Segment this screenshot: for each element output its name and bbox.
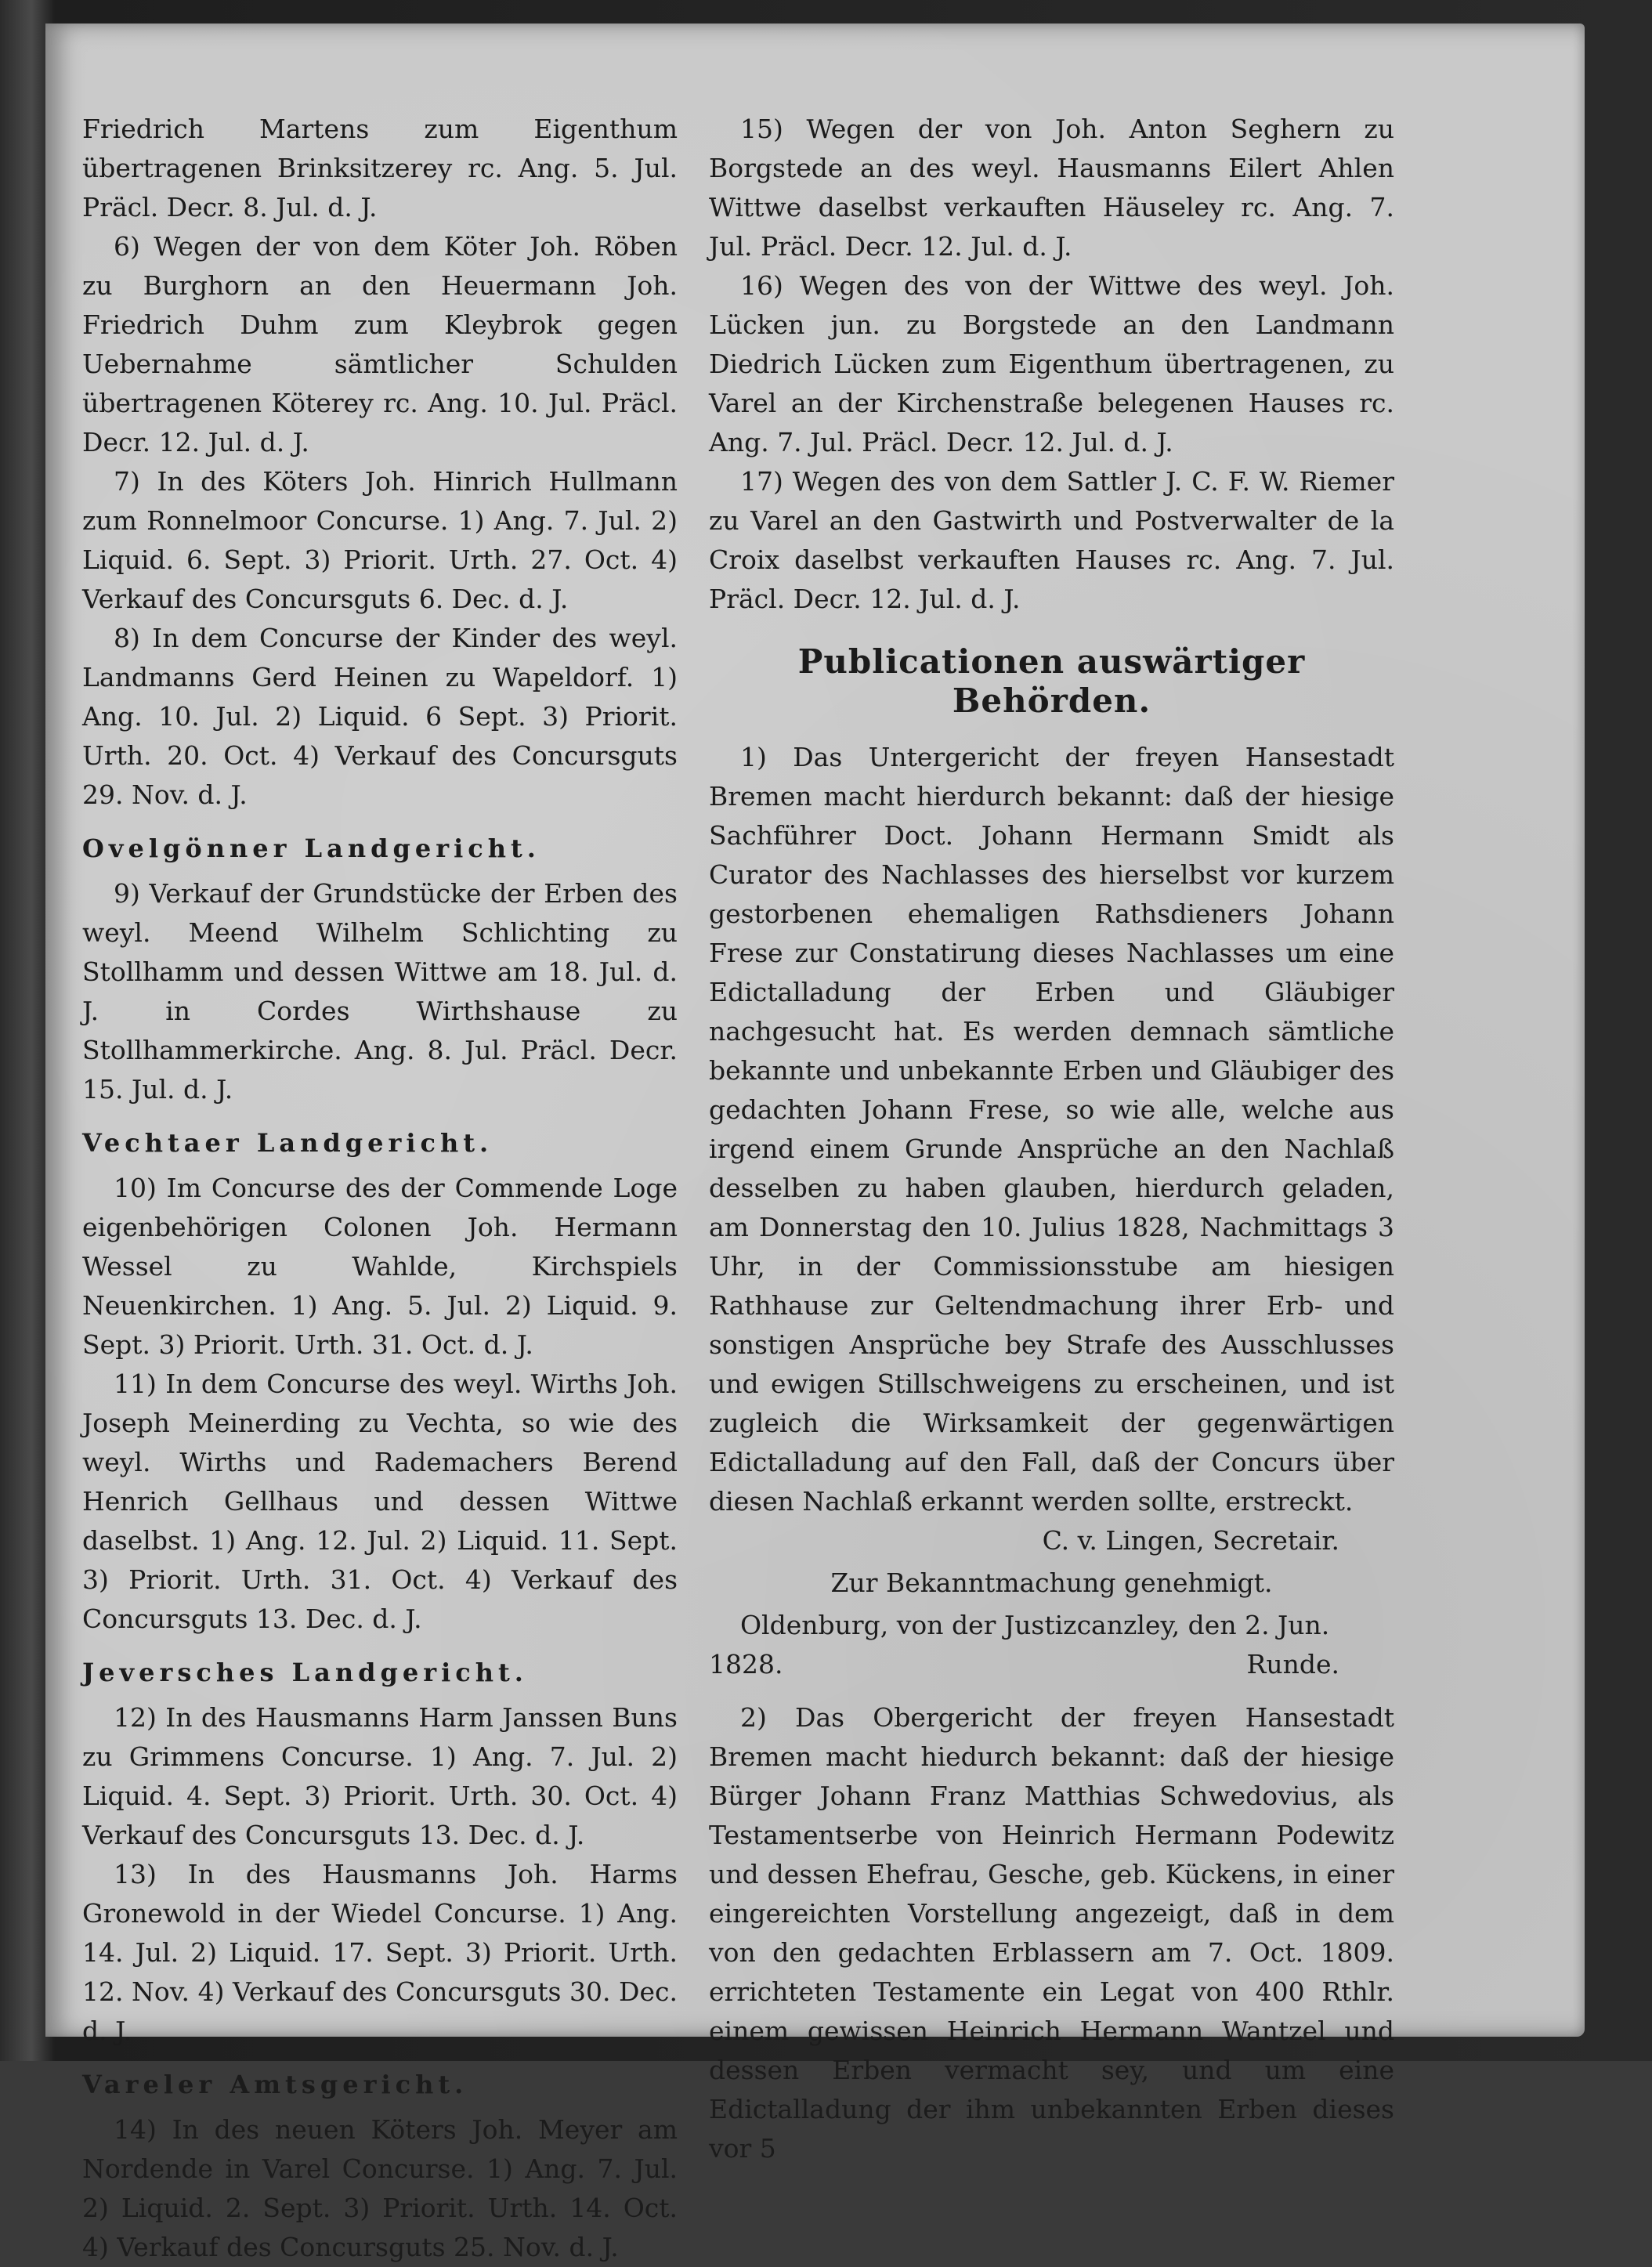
approval-line: Zur Bekanntmachung genehmigt.	[830, 1567, 1273, 1598]
entry-6: 6) Wegen der von dem Köter Joh. Röben zu Burghorn an den Heuermann Joh. Friedrich Duhm zum Kleybrok gegen Uebernahme sämtlicher Schulden übertragenen Köterey rc. Ang. 10. Jul. Präcl. Decr. 12. Jul. d. J.	[82, 231, 678, 457]
entry-7: 7) In des Köters Joh. Hinrich Hullmann zum Ronnelmoor Concurse. 1) Ang. 7. Jul. 2) Liquid. 6. Sept. 3) Priorit. Urth. 27. Oct. 4) Verkauf des Concursguts 6. Dec. d. J.	[82, 466, 678, 614]
entry-14: 14) In des neuen Köters Joh. Meyer am Nordende in Varel Concurse. 1) Ang. 7. Jul. 2) Liquid. 2. Sept. 3) Priorit. Urth. 14. Oct. 4) Verkauf des Concursguts 25. Nov. d. J.	[82, 2114, 678, 2262]
heading-jever: Jeversches Landgericht.	[82, 1658, 528, 1687]
heading-ovelgoenne: Ovelgönner Landgericht.	[82, 833, 540, 863]
heading-varel: Vareler Amtsgericht.	[82, 2070, 468, 2099]
section-title: Publicationen auswärtiger Behörden.	[797, 642, 1306, 720]
entry-8: 8) In dem Concurse der Kinder des weyl. Landmanns Gerd Heinen zu Wapeldorf. 1) Ang. 10. Jul. 2) Liquid. 6 Sept. 3) Priorit. Urth. 20. Oct. 4) Verkauf des Concursguts 29. Nov. d. J.	[82, 623, 678, 810]
entry-12: 12) In des Hausmanns Harm Janssen Buns zu Grimmens Concurse. 1) Ang. 7. Jul. 2) Liquid. 4. Sept. 3) Priorit. Urth. 30. Oct. 4) Verkauf des Concursguts 13. Dec. d. J.	[82, 1702, 678, 1850]
entry-11: 11) In dem Concurse des weyl. Wirths Joh. Joseph Meinerding zu Vechta, so wie des weyl. Wirths und Rademachers Berend Henrich Gellhaus und dessen Wittwe daselbst. 1) Ang. 12. Jul. 2) Liquid. 11. Sept. 3) Priorit. Urth. 31. Oct. 4) Verkauf des Concursguts 13. Dec. d. J.	[82, 1369, 678, 1634]
signer-name: Runde.	[1246, 1649, 1339, 1679]
place-date-line: Oldenburg, von der Justizcanzley, den 2. Jun.	[740, 1610, 1330, 1640]
entry-17: 17) Wegen des von dem Sattler J. C. F. W. Riemer zu Varel an den Gastwirth und Postverwalter de la Croix daselbst verkauften Hauses rc. Ang. 7. Jul. Präcl. Decr. 12. Jul. d. J.	[709, 466, 1394, 614]
heading-vechta: Vechtaer Landgericht.	[82, 1128, 493, 1158]
entry-13: 13) In des Hausmanns Joh. Harms Gronewold in der Wiedel Concurse. 1) Ang. 14. Jul. 2) Liquid. 17. Sept. 3) Priorit. Urth. 12. Nov. 4) Verkauf des Concursguts 30. Dec. d. J.	[82, 1859, 678, 2046]
publication-2: 2) Das Obergericht der freyen Hansestadt Bremen macht hiedurch bekannt: daß der hiesige Bürger Johann Franz Matthias Schwedovius, als Testamentserbe von Heinrich Hermann Podewitz und dessen Ehefrau, Gesche, geb. Kückens, in einer eingereichten Vorstellung angezeigt, daß in dem von den gedachten Erblassern am 7. Oct. 1809. errichteten Testamente ein Legat von 400 Rthlr. einem gewissen Heinrich Hermann Wantzel und dessen Erben vermacht sey, und um eine Edictalladung der ihm unbekannten Erben dieses vor 5	[709, 1702, 1394, 2164]
publication-1: 1) Das Untergericht der freyen Hansestadt Bremen macht hierdurch bekannt: daß der hiesige Sachführer Doct. Johann Hermann Smidt als Curator des Nachlasses des hierselbst vor kurzem gestorbenen ehemaligen Rathsdieners Johann Frese zur Constatirung dieses Nachlasses um eine Edictalladung der Erben und Gläubiger nachgesucht hat. Es werden demnach sämtliche bekannte und unbekannte Erben und Gläubiger des gedachten Johann Frese, so wie alle, welche aus irgend einem Grunde Ansprüche an den Nachlaß desselben zu haben glauben, hierdurch geladen, am Donnerstag den 10. Julius 1828, Nachmittags 3 Uhr, in der Commissionsstube am hiesigen Rathhause zur Geltendmachung ihrer Erb- und sonstigen Ansprüche bey Strafe des Ausschlusses und ewigen Stillschweigens zu erscheinen, und ist zugleich die Wirksamkeit der gegenwärtigen Edictalladung auf den Fall, daß der Concurs über diesen Nachlaß erkannt werden sollte, erstreckt.	[709, 742, 1394, 1517]
entry-9: 9) Verkauf der Grundstücke der Erben des weyl. Meend Wilhelm Schlichting zu Stollhamm und dessen Wittwe am 18. Jul. d. J. in Cordes Wirthshause zu Stollhammerkirche. Ang. 8. Jul. Präcl. Decr. 15. Jul. d. J.	[82, 878, 678, 1105]
left-column	[82, 110, 678, 2267]
right-column	[709, 110, 1394, 2168]
entry-16: 16) Wegen des von der Wittwe des weyl. Joh. Lücken jun. zu Borgstede an den Landmann Diedrich Lücken zum Eigenthum übertragenen, zu Varel an der Kirchenstraße belegenen Hauses rc. Ang. 7. Jul. Präcl. Decr. 12. Jul. d. J.	[709, 270, 1394, 457]
entry-15: 15) Wegen der von Joh. Anton Seghern zu Borgstede an des weyl. Hausmanns Eilert Ahlen Wittwe daselbst verkauften Häuseley rc. Ang. 7. Jul. Präcl. Decr. 12. Jul. d. J.	[709, 114, 1394, 262]
signature-line: C. v. Lingen, Secretair.	[1042, 1525, 1339, 1556]
year-text: 1828.	[709, 1649, 783, 1679]
entry-5-continued: Friedrich Martens zum Eigenthum übertragenen Brinksitzerey rc. Ang. 5. Jul. Präcl. Decr. 8. Jul. d. J.	[82, 114, 678, 222]
entry-10: 10) Im Concurse des der Commende Loge eigenbehörigen Colonen Joh. Hermann Wessel zu Wahlde, Kirchspiels Neuenkirchen. 1) Ang. 5. Jul. 2) Liquid. 9. Sept. 3) Priorit. Urth. 31. Oct. d. J.	[82, 1173, 678, 1360]
year-signer-row	[709, 1645, 1394, 1684]
